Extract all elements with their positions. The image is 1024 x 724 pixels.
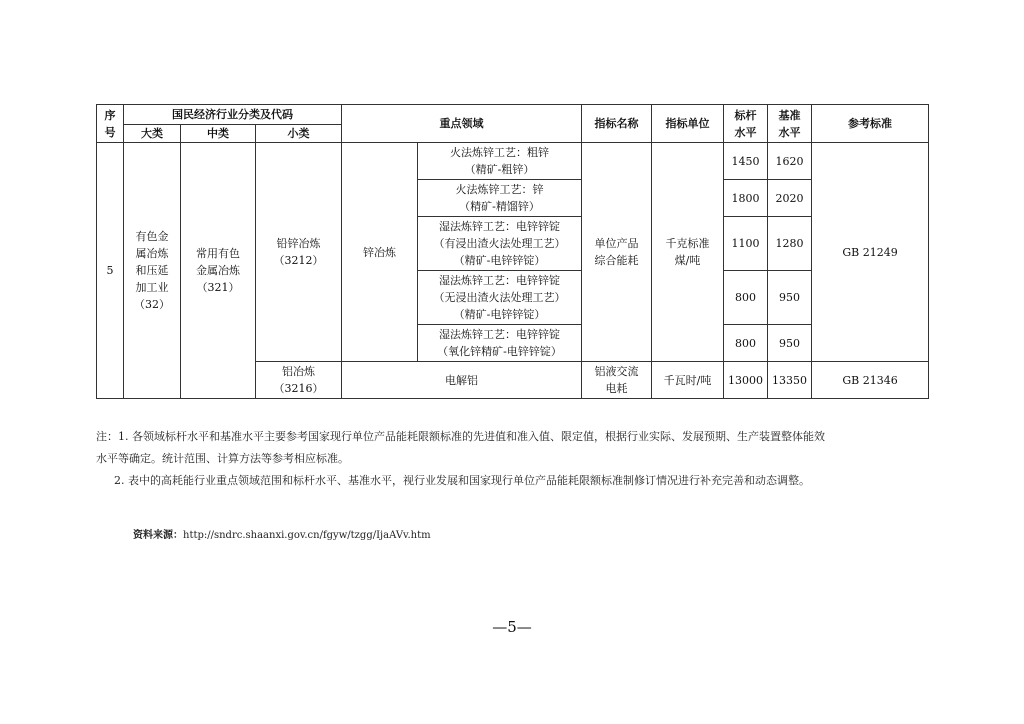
note-1-line-2: 水平等确定。统计范围、计算方法等参考相应标准。 — [96, 452, 349, 465]
source-label: 资料来源： — [133, 530, 183, 541]
header-baseline-level: 基准 水平 — [768, 105, 812, 143]
row-reference-zinc: GB 21249 — [812, 143, 929, 362]
header-indicator-unit: 指标单位 — [652, 105, 724, 143]
baseline-value: 950 — [768, 271, 812, 325]
benchmark-value: 800 — [724, 325, 768, 362]
row-indicator-unit: 千克标准 煤/吨 — [652, 143, 724, 362]
row-middle-class: 常用有色 金属冶炼 （321） — [181, 143, 256, 399]
baseline-value: 950 — [768, 325, 812, 362]
row-seq: 5 — [97, 143, 124, 399]
baseline-value: 1620 — [768, 143, 812, 180]
header-benchmark-level: 标杆 水平 — [724, 105, 768, 143]
energy-benchmark-table — [96, 104, 929, 399]
baseline-value: 1280 — [768, 217, 812, 271]
note-1-line-1: 注：1. 各领域标杆水平和基准水平主要参考国家现行单位产品能耗限额标准的先进值和准入值、限定值，根据行业实际、发展预期、生产装置整体能效 — [96, 430, 825, 443]
source-url: http://sndrc.shaanxi.gov.cn/fgyw/tzgg/IjaAVv.htm — [183, 530, 431, 541]
benchmark-value: 1450 — [724, 143, 768, 180]
process-cell: 湿法炼锌工艺：电锌锌锭 （氧化锌精矿-电锌锌锭） — [418, 325, 582, 362]
row-major-class: 有色金 属冶炼 和压延 加工业 （32） — [124, 143, 181, 399]
row-indicator-name-aluminum: 铝液交流 电耗 — [582, 362, 652, 399]
source-reference — [133, 526, 431, 541]
process-cell: 火法炼锌工艺：粗锌 （精矿-粗锌） — [418, 143, 582, 180]
header-major-class: 大类 — [124, 125, 181, 143]
baseline-value: 13350 — [768, 362, 812, 399]
benchmark-value: 13000 — [724, 362, 768, 399]
baseline-value: 2020 — [768, 180, 812, 217]
header-industry-classification: 国民经济行业分类及代码 — [124, 105, 342, 125]
benchmark-value: 1100 — [724, 217, 768, 271]
row-field-electrolytic-aluminum: 电解铝 — [342, 362, 582, 399]
table-row — [97, 143, 929, 180]
row-minor-class-aluminum: 铝冶炼 （3216） — [256, 362, 342, 399]
benchmark-value: 800 — [724, 271, 768, 325]
header-middle-class: 中类 — [181, 125, 256, 143]
row-minor-class-lead-zinc: 铅锌冶炼 （3212） — [256, 143, 342, 362]
table-notes — [96, 426, 946, 492]
row-indicator-name: 单位产品 综合能耗 — [582, 143, 652, 362]
process-cell: 火法炼锌工艺：锌 （精矿-精馏锌） — [418, 180, 582, 217]
header-seq: 序 号 — [97, 105, 124, 143]
header-key-field: 重点领域 — [342, 105, 582, 143]
header-indicator-name: 指标名称 — [582, 105, 652, 143]
process-cell: 湿法炼锌工艺：电锌锌锭 （无浸出渣火法处理工艺） （精矿-电锌锌锭） — [418, 271, 582, 325]
header-minor-class: 小类 — [256, 125, 342, 143]
row-reference-aluminum: GB 21346 — [812, 362, 929, 399]
benchmark-value: 1800 — [724, 180, 768, 217]
row-field-zinc: 锌冶炼 — [342, 143, 418, 362]
row-indicator-unit-aluminum: 千瓦时/吨 — [652, 362, 724, 399]
note-2: 2. 表中的高耗能行业重点领域范围和标杆水平、基准水平，视行业发展和国家现行单位产品能耗限额标准制修订情况进行补充完善和动态调整。 — [114, 474, 810, 487]
process-cell: 湿法炼锌工艺：电锌锌锭 （有浸出渣火法处理工艺） （精矿-电锌锌锭） — [418, 217, 582, 271]
header-reference-standard: 参考标准 — [812, 105, 929, 143]
page-number: —5— — [492, 618, 532, 636]
